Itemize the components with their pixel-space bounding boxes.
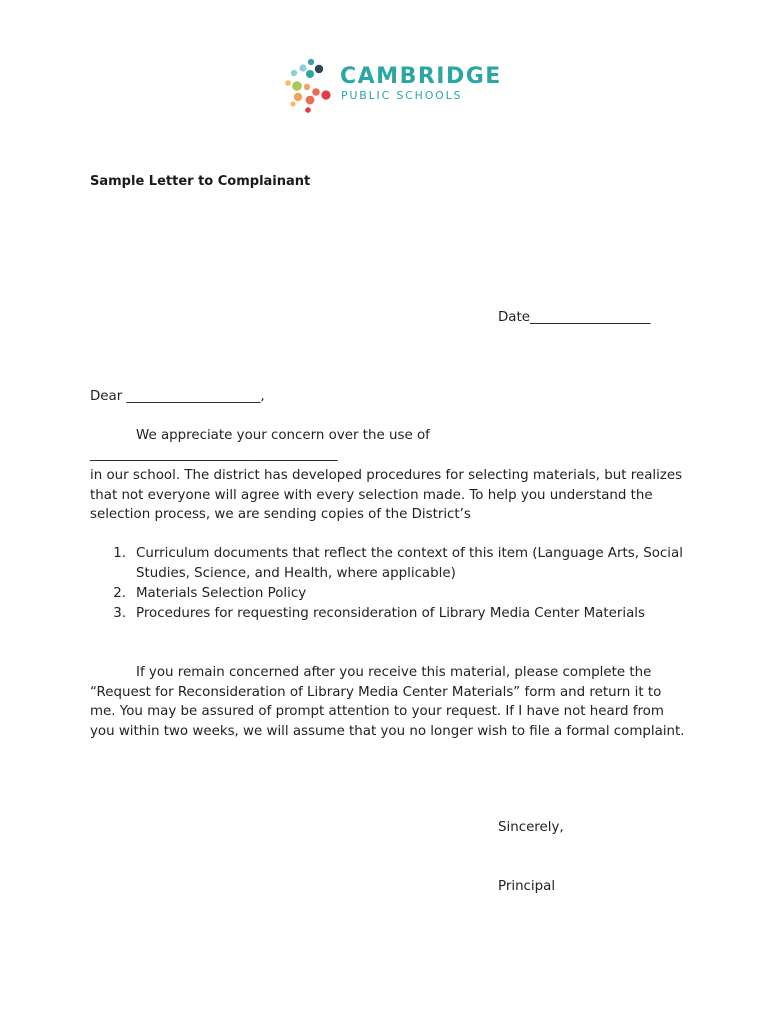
signature-title: Principal — [498, 879, 556, 894]
list-item — [108, 584, 688, 604]
intro-first-line: We appreciate your concern over the use of — [136, 428, 430, 443]
list-number: 1. — [113, 546, 126, 561]
logo-subtitle: PUBLIC SCHOOLS — [341, 89, 463, 102]
intro-blank-line: _____________________________________ — [90, 447, 338, 462]
list-number: 2. — [113, 586, 126, 601]
list-text: Materials Selection Policy — [136, 586, 307, 601]
signoff: Sincerely, — [498, 820, 564, 835]
dots-icon — [280, 56, 336, 114]
enclosures-list — [108, 544, 688, 624]
date-line: Date__________________ — [498, 310, 651, 325]
list-item — [108, 604, 688, 624]
salutation: Dear ____________________, — [90, 389, 265, 404]
letter-title: Sample Letter to Complainant — [90, 174, 311, 189]
list-text: Procedures for requesting reconsideration of Library Media Center Materials — [136, 606, 646, 621]
logo-wordmark: CAMBRIDGE — [340, 64, 502, 89]
cambridge-public-schools-logo — [280, 56, 502, 114]
closing-paragraph: If you remain concerned after you receive this material, please complete the “Request for Reconsideration of Library Media Center Materials” form and return it to me. You may be assured of prompt attention to your request. If I have not heard from you within two weeks, we will assume that you no longer wish to file a formal complaint. — [90, 665, 685, 739]
list-item — [108, 544, 688, 584]
list-number: 3. — [113, 606, 126, 621]
intro-paragraph: in our school. The district has developed procedures for selecting materials, but realizes that not everyone will agree with every selection made. To help you understand the selection process, we are sending copies of the District’s — [90, 468, 683, 523]
list-text: Curriculum documents that reflect the context of this item (Language Arts, Social Studies, Science, and Health, where applicable) — [136, 546, 683, 581]
